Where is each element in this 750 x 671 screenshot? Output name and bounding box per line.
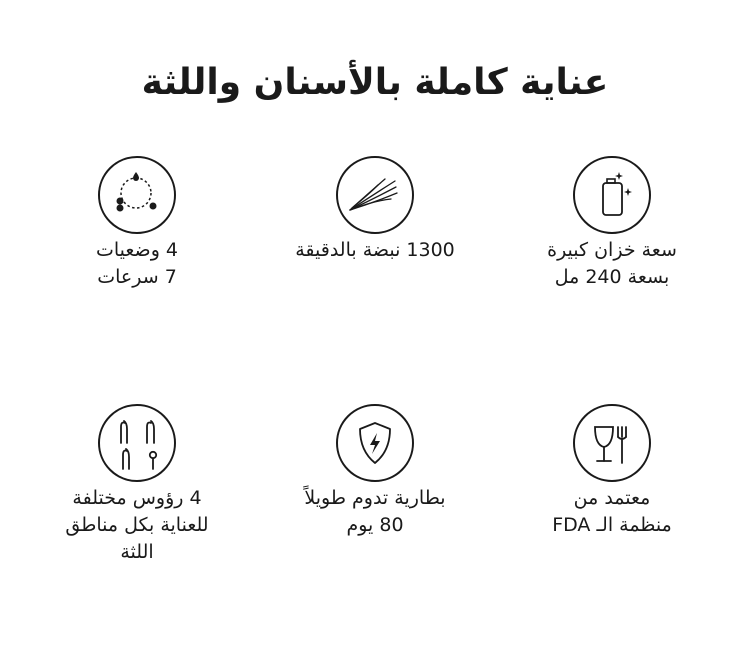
caption-line: للعناية بكل مناطق bbox=[65, 514, 209, 536]
feature-fda bbox=[497, 403, 727, 539]
caption-line: منظمة الـ FDA bbox=[552, 514, 672, 536]
feature-caption bbox=[22, 485, 252, 566]
caption-line: بسعة 240 مل bbox=[554, 266, 670, 288]
caption-line: اللثة bbox=[120, 541, 154, 563]
caption-line: بطارية تدوم طويلاً bbox=[304, 487, 446, 509]
caption-line: 7 سرعات bbox=[97, 266, 177, 288]
feature-caption bbox=[497, 237, 727, 291]
feature-pulses bbox=[260, 155, 490, 264]
caption-line: 4 رؤوس مختلفة bbox=[72, 487, 202, 509]
nozzle-heads-icon bbox=[97, 403, 177, 483]
feature-caption bbox=[22, 237, 252, 291]
caption-line: سعة خزان كبيرة bbox=[547, 239, 677, 261]
water-tank-icon bbox=[572, 155, 652, 235]
feature-water-tank bbox=[497, 155, 727, 291]
caption-line: معتمد من bbox=[573, 487, 651, 509]
battery-shield-icon bbox=[335, 403, 415, 483]
modes-dots-icon bbox=[97, 155, 177, 235]
feature-caption bbox=[260, 237, 490, 264]
feature-battery bbox=[260, 403, 490, 539]
caption-line: 1300 نبضة بالدقيقة bbox=[295, 239, 455, 261]
page-title: عناية كاملة بالأسنان واللثة bbox=[141, 62, 609, 103]
pulse-lines-icon bbox=[335, 155, 415, 235]
caption-line: 80 يوم bbox=[346, 514, 404, 536]
feature-caption bbox=[260, 485, 490, 539]
feature-caption bbox=[497, 485, 727, 539]
feature-nozzle-heads bbox=[22, 403, 252, 566]
fda-glass-fork-icon bbox=[572, 403, 652, 483]
feature-modes bbox=[22, 155, 252, 291]
caption-line: 4 وضعيات bbox=[95, 239, 179, 261]
